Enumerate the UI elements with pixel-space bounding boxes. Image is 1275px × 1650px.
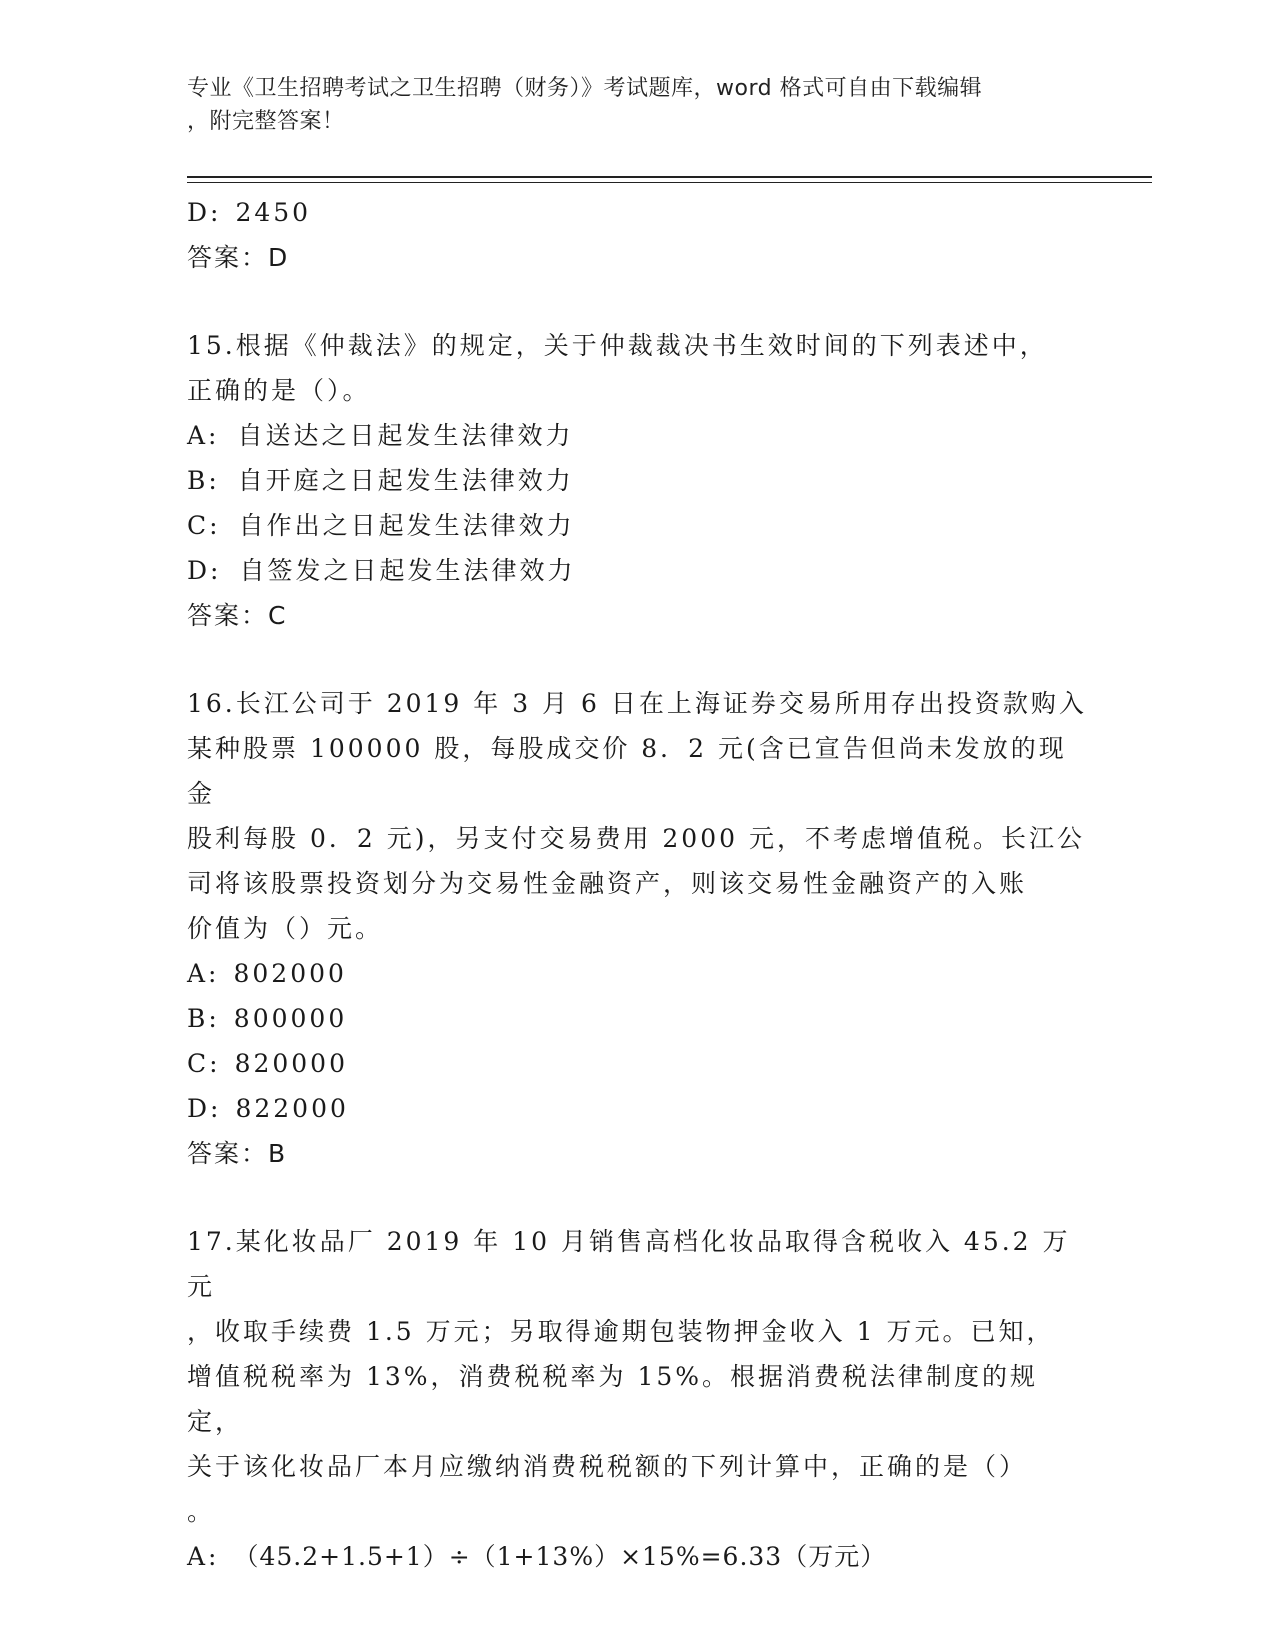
option-text: 820000 xyxy=(234,1049,348,1078)
option-text: 2450 xyxy=(235,198,312,227)
option-a xyxy=(187,413,1087,458)
document-body xyxy=(187,190,1087,1579)
option-key: A: xyxy=(187,421,220,450)
option-key: B: xyxy=(187,1004,220,1033)
question-stem: ，收取手续费 1.5 万元；另取得逾期包装物押金收入 1 万元。已知， xyxy=(187,1317,1055,1346)
option-text: 自送达之日起发生法律效力 xyxy=(237,421,574,450)
option-b xyxy=(187,458,1087,503)
option-c xyxy=(187,503,1087,548)
option-key: D: xyxy=(187,1094,222,1123)
option-text: 自签发之日起发生法律效力 xyxy=(239,556,576,585)
answer-line: 答案：B xyxy=(187,1139,288,1168)
option-a xyxy=(187,951,1087,996)
question-15 xyxy=(187,323,1087,638)
option-key: B: xyxy=(187,466,220,495)
page-header xyxy=(187,72,1067,138)
option-d xyxy=(187,548,1087,593)
header-rule-thin xyxy=(187,182,1152,183)
question-stem: 。 xyxy=(187,1497,216,1526)
question-stem: 16.长江公司于 2019 年 3 月 6 日在上海证券交易所用存出投资款购入 xyxy=(187,689,1087,718)
header-rule-thick xyxy=(187,176,1152,178)
question-stem: 某种股票 100000 股，每股成交价 8．2 元(含已宣告但尚未发放的现金 xyxy=(187,734,1067,808)
option-c xyxy=(187,1041,1087,1086)
question-stem: 关于该化妆品厂本月应缴纳消费税税额的下列计算中，正确的是（） xyxy=(187,1452,1028,1481)
option-key: D: xyxy=(187,556,222,585)
option-b xyxy=(187,996,1087,1041)
option-key: A: xyxy=(187,959,220,988)
option-d xyxy=(187,190,1087,235)
option-text: （45.2+1.5+1）÷（1+13%）×15%=6.33（万元） xyxy=(233,1542,887,1571)
question-stem: 正确的是（）。 xyxy=(187,376,371,405)
option-text: 自开庭之日起发生法律效力 xyxy=(237,466,574,495)
question-stem: 17.某化妆品厂 2019 年 10 月销售高档化妆品取得含税收入 45.2 万元 xyxy=(187,1227,1071,1301)
question-stem: 增值税税率为 13%，消费税税率为 15%。根据消费税法律制度的规定， xyxy=(187,1362,1039,1436)
option-text: 802000 xyxy=(233,959,347,988)
spacer xyxy=(187,280,1087,323)
header-line-2: ，附完整答案！ xyxy=(187,109,345,134)
answer-line: 答案：C xyxy=(187,601,288,630)
question-stem: 司将该股票投资划分为交易性金融资产，则该交易性金融资产的入账 xyxy=(187,869,1028,898)
question-16 xyxy=(187,681,1087,1176)
option-key: D: xyxy=(187,198,222,227)
header-line-1: 专业《卫生招聘考试之卫生招聘（财务）》考试题库，word 格式可自由下载编辑 xyxy=(187,76,983,101)
question-17 xyxy=(187,1219,1087,1579)
question-stem: 股利每股 0．2 元)，另支付交易费用 2000 元，不考虑增值税。长江公 xyxy=(187,824,1085,853)
option-key: C: xyxy=(187,511,221,540)
option-key: A: xyxy=(187,1542,220,1571)
option-d xyxy=(187,1086,1087,1131)
option-text: 822000 xyxy=(235,1094,349,1123)
answer-line: 答案：D xyxy=(187,243,290,272)
option-key: C: xyxy=(187,1049,221,1078)
option-a xyxy=(187,1534,1087,1579)
spacer xyxy=(187,638,1087,681)
option-text: 800000 xyxy=(233,1004,348,1033)
question-stem: 价值为（）元。 xyxy=(187,914,384,943)
option-text: 自作出之日起发生法律效力 xyxy=(238,511,575,540)
spacer xyxy=(187,1176,1087,1219)
question-stem: 15.根据《仲裁法》的规定，关于仲裁裁决书生效时间的下列表述中， xyxy=(187,331,1048,360)
